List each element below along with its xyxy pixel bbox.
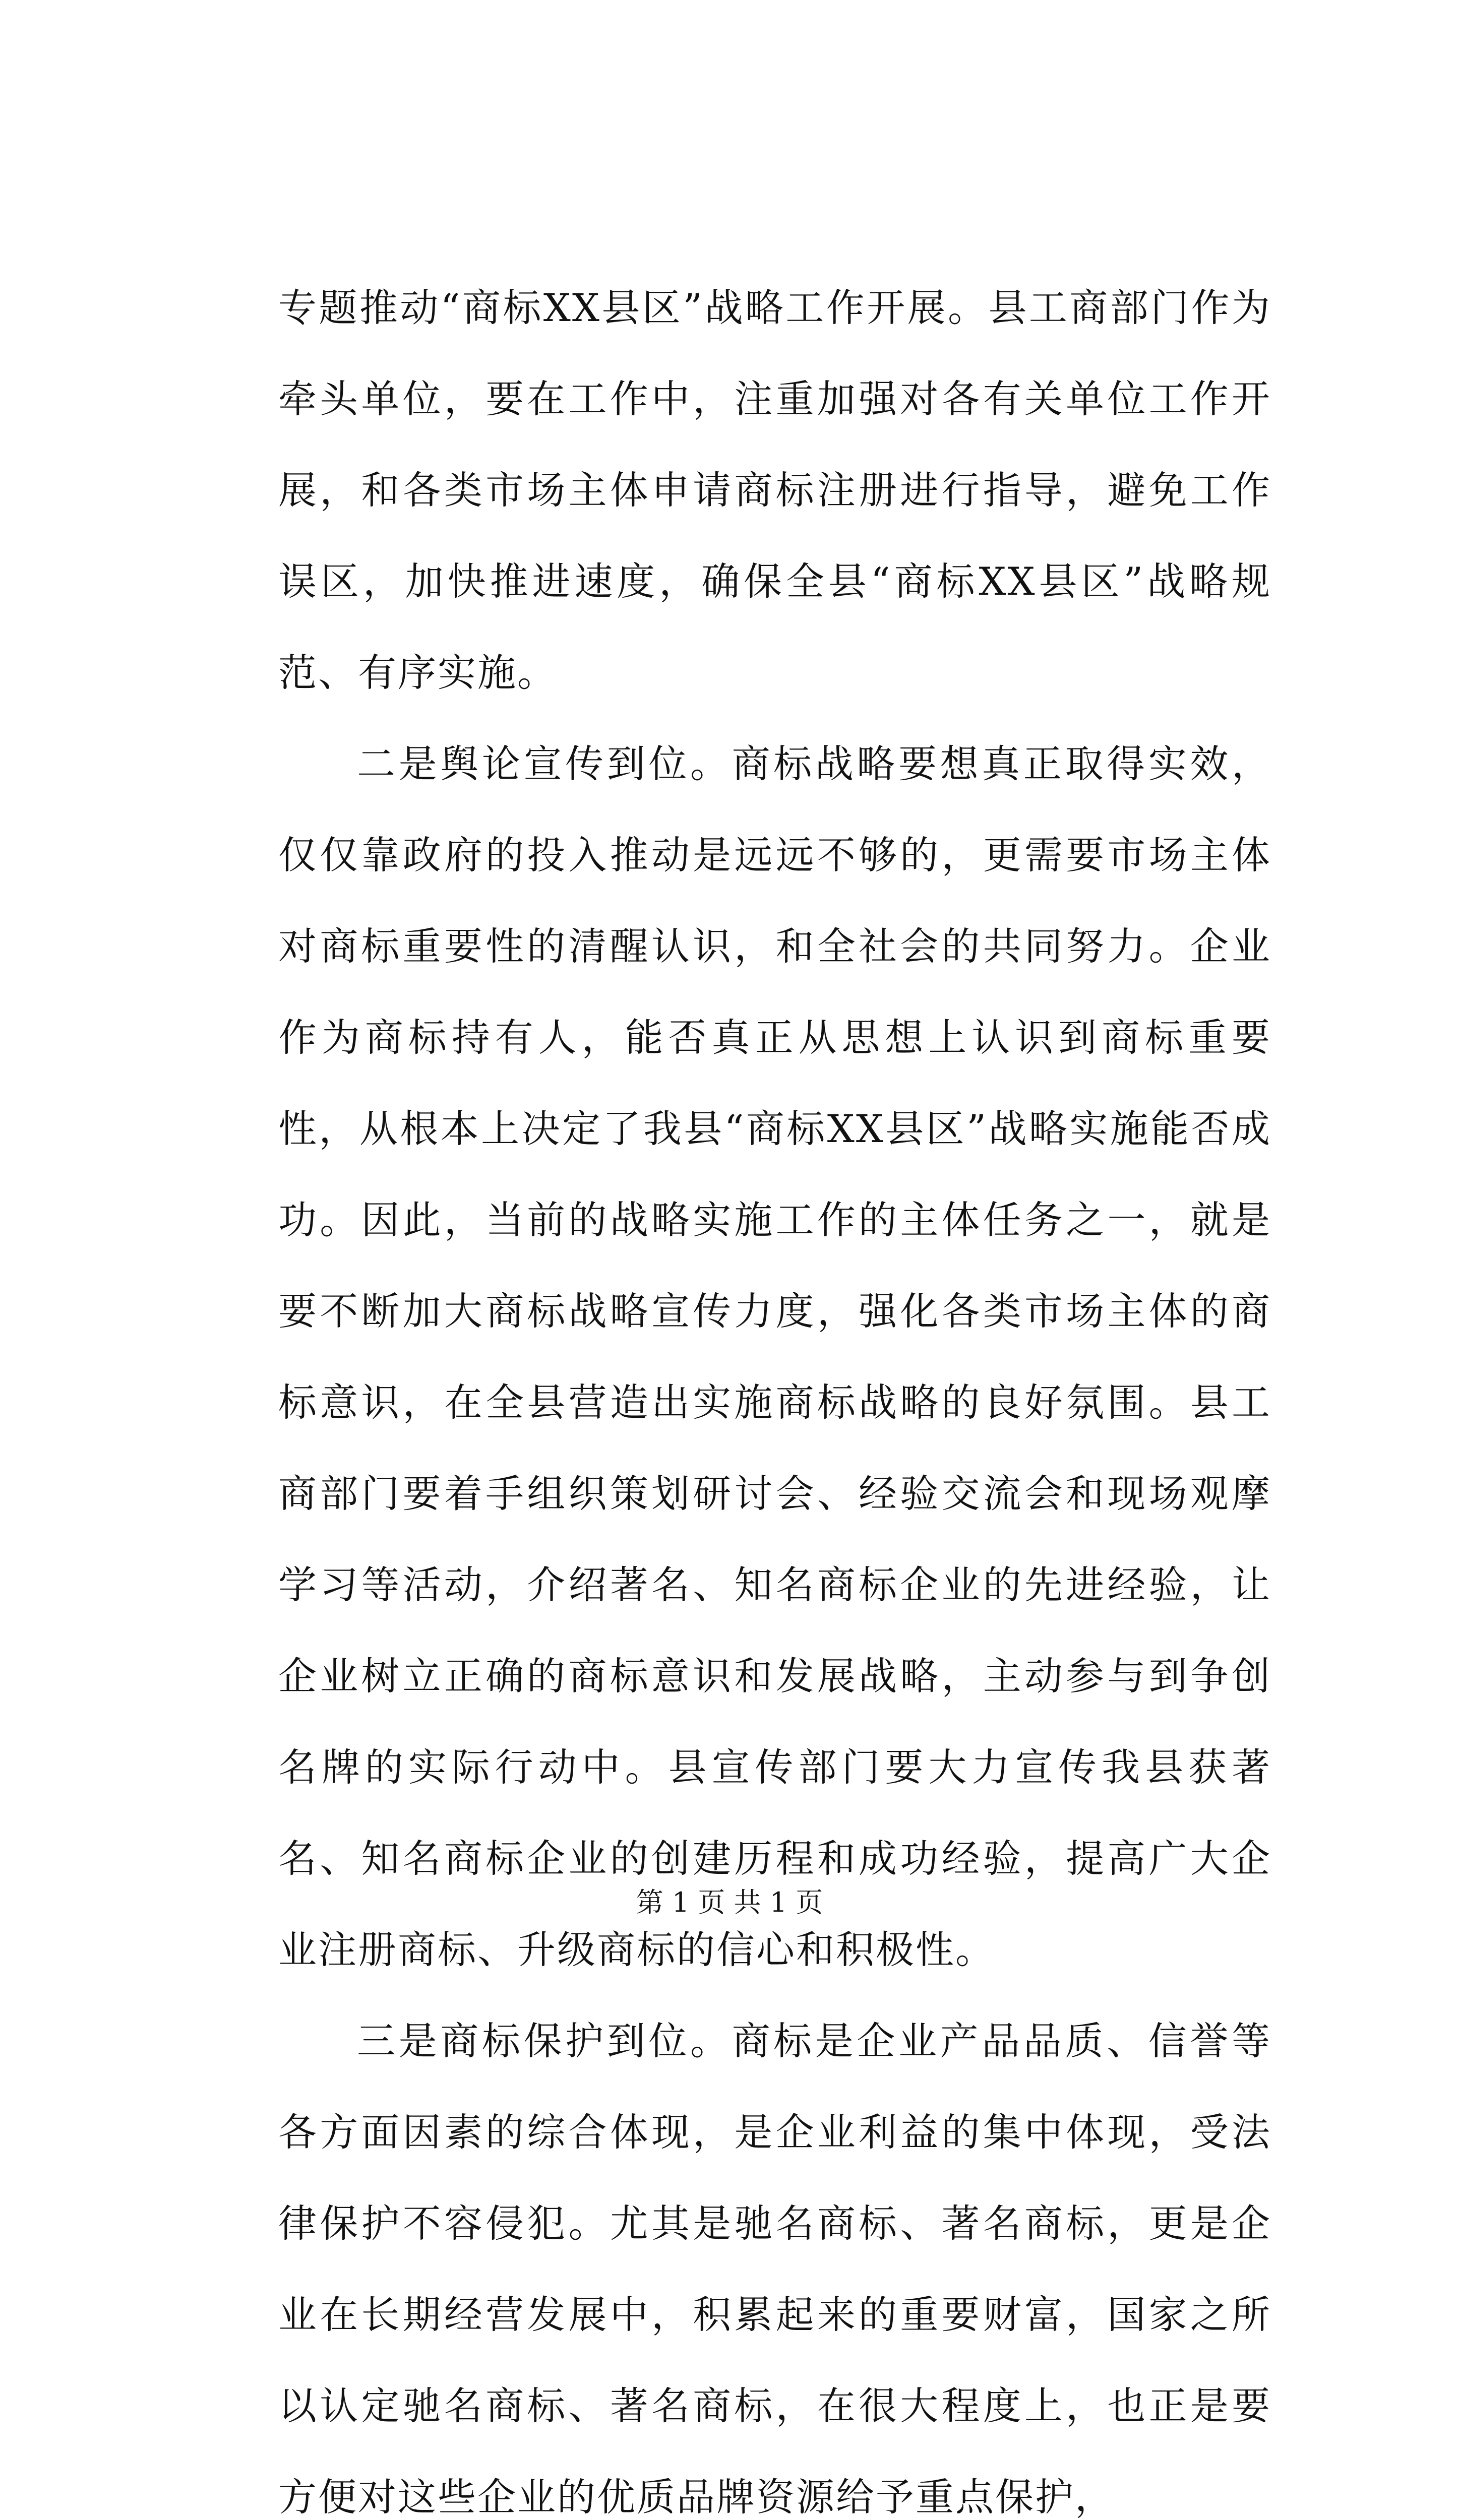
page-number-footer: 第 1 页 共 1 页 <box>636 1886 823 1918</box>
paragraph-continuation: 专题推动“商标XX县区”战略工作开展。县工商部门作为牵头单位，要在工作中，注重加强对各有关单位工作开展，和各类市场主体申请商标注册进行指导，避免工作误区，加快推进速度，确保全县“商标XX县区”战略规范、有序实施。 <box>278 285 1271 695</box>
paragraph-trademark-protection: 三是商标保护到位。商标是企业产品品质、信誉等各方面因素的综合体现，是企业利益的集中体现，受法律保护不容侵犯。尤其是驰名商标、著名商标，更是企业在长期经营发展中，积累起来的重要财富，国家之所以认定驰名商标、著名商标，在很大程度上，也正是要方便对这些企业的优质品牌资源给予重点保护， <box>278 2019 1271 2519</box>
document-body <box>278 262 1271 2520</box>
paragraph-public-opinion: 二是舆论宣传到位。商标战略要想真正取得实效，仅仅靠政府的投入推动是远远不够的，更需要市场主体对商标重要性的清醒认识，和全社会的共同努力。企业作为商标持有人，能否真正从思想上认识到商标重要性，从根本上决定了我县“商标XX县区”战略实施能否成功。因此，当前的战略实施工作的主体任务之一，就是要不断加大商标战略宣传力度，强化各类市场主体的商标意识，在全县营造出实施商标战略的良好氛围。县工商部门要着手组织策划研讨会、经验交流会和现场观摩学习等活动，介绍著名、知名商标企业的先进经验，让企业树立正确的商标意识和发展战略，主动参与到争创名牌的实际行动中。县宣传部门要大力宣传我县获著名、知名商标企业的创建历程和成功经验，提高广大企业注册商标、升级商标的信心和积极性。 <box>278 741 1271 1972</box>
